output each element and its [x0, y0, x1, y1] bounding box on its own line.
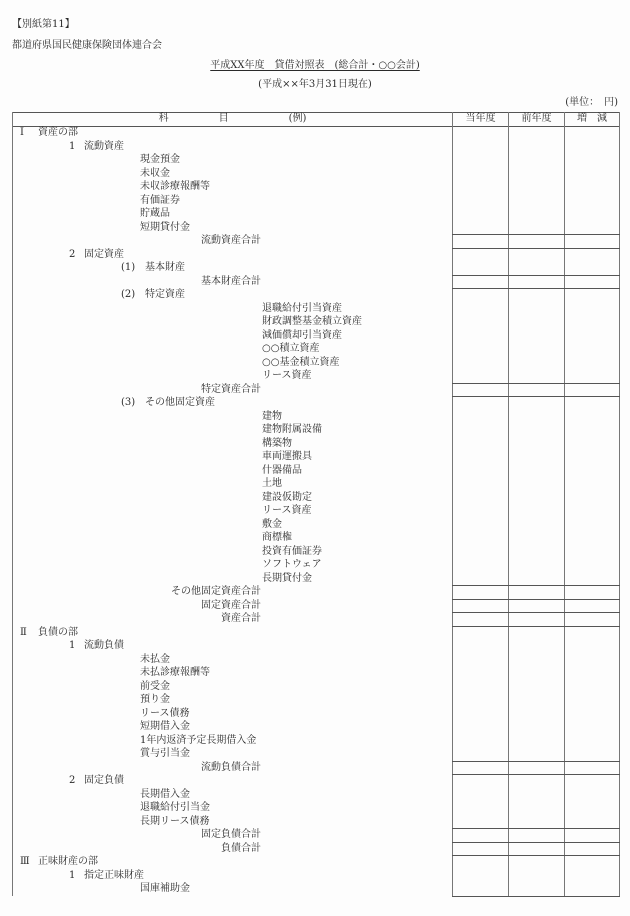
- row-number: Ⅰ: [20, 127, 24, 138]
- row-label: 流動資産: [84, 140, 124, 152]
- balance-sheet-table: [12, 112, 620, 896]
- row-label: 敷金: [262, 518, 282, 530]
- col-divider-current: [452, 112, 453, 897]
- row-label: 固定負債: [84, 775, 124, 786]
- row-label: ソフトウェア: [262, 559, 322, 570]
- total-row-border: [452, 275, 620, 276]
- table-row: [12, 639, 452, 653]
- table-row: [12, 545, 452, 559]
- row-label: 貯蔵品: [140, 208, 170, 219]
- row-label: 商標権: [262, 532, 292, 543]
- table-row: [12, 491, 452, 505]
- total-row-border: [452, 288, 620, 289]
- row-label: 投資有価証券: [262, 545, 322, 557]
- row-label: 有価証券: [140, 194, 180, 206]
- total-row: [12, 761, 452, 775]
- row-number: Ⅱ: [20, 626, 27, 638]
- row-label: 構築物: [262, 437, 292, 449]
- row-label: 負債の部: [38, 626, 78, 638]
- table-row: [12, 464, 452, 478]
- row-label: 基本財産: [145, 262, 185, 273]
- table-row: [12, 815, 452, 829]
- table-row: [12, 356, 452, 370]
- table-row: [12, 207, 452, 221]
- table-row: [12, 707, 452, 721]
- table-row: [12, 518, 452, 532]
- total-row: [12, 585, 452, 599]
- row-label: リース資産: [262, 505, 312, 516]
- table-row: [12, 531, 452, 545]
- table-row: [12, 342, 452, 356]
- table-row: [12, 329, 452, 343]
- table-row: [12, 248, 452, 262]
- total-row: [12, 599, 452, 613]
- row-label: 固定負債合計: [201, 829, 261, 840]
- table-row: [12, 801, 452, 815]
- total-row-border: [452, 842, 620, 843]
- row-label: 前受金: [140, 680, 170, 692]
- table-row: [12, 882, 452, 896]
- row-label: 特定資産合計: [201, 383, 261, 395]
- row-label: 流動負債: [84, 640, 124, 651]
- row-label: 現金預金: [140, 154, 180, 165]
- document-title-text: 平成XX年度 貸借対照表 (総合計・○○会計): [210, 60, 420, 71]
- total-row-border: [452, 774, 620, 775]
- total-row-border: [452, 761, 620, 762]
- table-row: [12, 288, 452, 302]
- row-label: 建物: [262, 410, 282, 422]
- row-label: 特定資産: [145, 289, 185, 300]
- table-row: [12, 869, 452, 883]
- row-label: 資産の部: [38, 127, 78, 138]
- total-row: [12, 842, 452, 856]
- row-label: 減価償却引当資産: [262, 329, 342, 341]
- total-row-border: [452, 396, 620, 397]
- table-row: [12, 221, 452, 235]
- row-label: 国庫補助金: [140, 883, 190, 894]
- row-label: リース資産: [262, 370, 312, 381]
- col-divider-previous: [508, 112, 509, 897]
- row-number: 2: [69, 248, 76, 260]
- table-row: [12, 504, 452, 518]
- table-row: [12, 126, 452, 140]
- table-row: [12, 680, 452, 694]
- total-row: [12, 234, 452, 248]
- table-row: [12, 369, 452, 383]
- table-row: [12, 788, 452, 802]
- row-label: 未払診療報酬等: [140, 667, 210, 678]
- row-number: 1: [69, 869, 76, 881]
- row-label: ○○基金積立資産: [262, 356, 340, 368]
- row-label: 固定資産: [84, 248, 124, 260]
- row-label: ○○積立資産: [262, 343, 320, 354]
- table-row: [12, 747, 452, 761]
- organization-name: 都道府県国民健康保険団体連合会: [12, 40, 162, 51]
- table-row: [12, 734, 452, 748]
- row-label: 固定資産合計: [201, 599, 261, 611]
- row-label: その他固定資産: [145, 397, 215, 408]
- document-title: [0, 60, 630, 72]
- header-subject: 科 目 (例): [158, 113, 307, 124]
- row-label: 建設仮勘定: [262, 491, 312, 503]
- table-row: [12, 450, 452, 464]
- row-label: リース債務: [140, 707, 190, 719]
- table-row: [12, 423, 452, 437]
- row-label: 未収診療報酬等: [140, 181, 210, 192]
- table-row: [12, 167, 452, 181]
- total-row: [12, 275, 452, 289]
- total-row-border: [452, 855, 620, 856]
- table-row: [12, 855, 452, 869]
- row-label: 長期借入金: [140, 788, 190, 800]
- row-number: (1): [121, 262, 136, 273]
- row-label: 土地: [262, 478, 282, 489]
- row-label: 指定正味財産: [84, 869, 144, 881]
- row-label: 資産合計: [221, 613, 261, 624]
- row-label: 退職給付引当資産: [262, 302, 342, 314]
- table-row: [12, 477, 452, 491]
- table-row: [12, 140, 452, 154]
- row-label: 短期貸付金: [140, 221, 190, 233]
- row-label: 建物附属設備: [262, 424, 322, 435]
- row-label: 車両運搬具: [262, 451, 312, 462]
- header-previous-year: 前年度: [521, 113, 552, 124]
- row-label: 1年内返済予定長期借入金: [140, 734, 257, 746]
- table-row: [12, 437, 452, 451]
- row-label: 什器備品: [262, 464, 302, 476]
- table-row: [12, 666, 452, 680]
- row-label: 基本財産合計: [201, 275, 261, 287]
- table-row: [12, 572, 452, 586]
- unit-label: (単位： 円): [565, 97, 618, 108]
- total-row-border: [452, 234, 620, 235]
- row-label: その他固定資産合計: [171, 586, 261, 597]
- total-row-border: [452, 585, 620, 586]
- row-label: 負債合計: [221, 842, 261, 854]
- table-row: [12, 153, 452, 167]
- table-row: [12, 180, 452, 194]
- amount-columns-bottom-border: [452, 896, 620, 897]
- table-row: [12, 302, 452, 316]
- table-row: [12, 693, 452, 707]
- row-label: 未払金: [140, 653, 170, 665]
- header-current-year: 当年度: [465, 113, 496, 124]
- total-row-border: [452, 828, 620, 829]
- row-number: Ⅲ: [20, 856, 30, 867]
- table-row: [12, 410, 452, 424]
- total-row: [12, 383, 452, 397]
- table-row: [12, 626, 452, 640]
- row-label: 正味財産の部: [38, 856, 98, 867]
- row-label: 未収金: [140, 167, 170, 179]
- total-row-border: [452, 383, 620, 384]
- row-label: 流動負債合計: [201, 761, 261, 773]
- total-row: [12, 828, 452, 842]
- as-of-date: (平成××年3月31日現在): [258, 79, 372, 90]
- table-row: [12, 261, 452, 275]
- row-label: 財政調整基金積立資産: [262, 316, 362, 327]
- table-row: [12, 720, 452, 734]
- table-row: [12, 396, 452, 410]
- table-row: [12, 315, 452, 329]
- row-number: (2): [121, 289, 136, 300]
- table-row: [12, 194, 452, 208]
- table-right-border: [619, 112, 620, 897]
- row-label: 流動資産合計: [201, 235, 261, 246]
- col-divider-change: [564, 112, 565, 897]
- row-label: 長期リース債務: [140, 815, 210, 827]
- total-row: [12, 612, 452, 626]
- total-row-border: [452, 599, 620, 600]
- row-label: 預り金: [140, 694, 170, 705]
- row-label: 賞与引当金: [140, 748, 190, 759]
- row-number: (3): [121, 397, 136, 408]
- row-number: 1: [69, 640, 76, 651]
- table-row: [12, 558, 452, 572]
- table-row: [12, 653, 452, 667]
- annex-label: 【別紙第11】: [12, 19, 75, 30]
- row-number: 1: [69, 140, 76, 152]
- row-label: 長期貸付金: [262, 572, 312, 584]
- total-row-border: [452, 626, 620, 627]
- header-change: 増 減: [577, 113, 607, 124]
- row-label: 退職給付引当金: [140, 802, 210, 813]
- total-row-border: [452, 248, 620, 249]
- table-row: [12, 774, 452, 788]
- row-number: 2: [69, 775, 76, 786]
- total-row-border: [452, 612, 620, 613]
- row-label: 短期借入金: [140, 721, 190, 732]
